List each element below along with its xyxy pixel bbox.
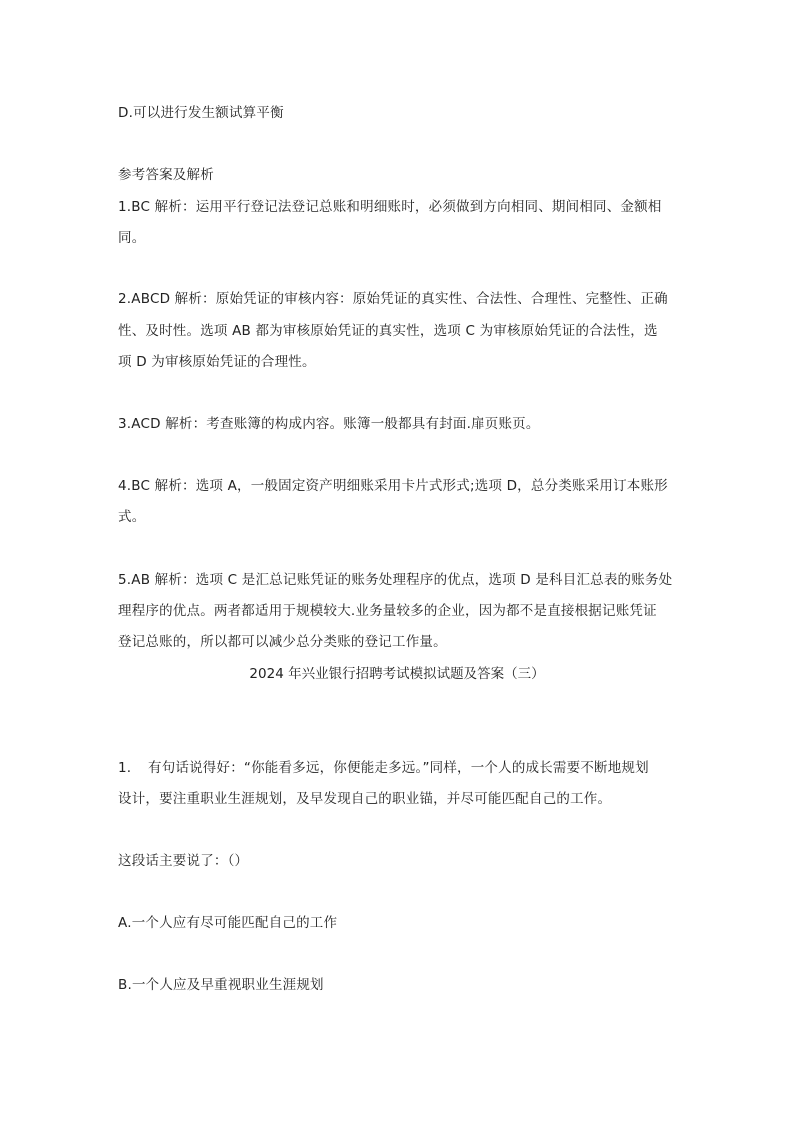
answer-5-line-3: 登记总账的，所以都可以减少总分类账的登记工作量。: [118, 634, 447, 650]
question-1-line-2: 设计，要注重职业生涯规划，及早发现自己的职业锚，并尽可能匹配自己的工作。: [118, 791, 612, 807]
question-1-prompt: 这段话主要说了：（）: [118, 853, 249, 869]
answer-4-line-1: 4.BC 解析：选项 A，一般固定资产明细账采用卡片式形式;选项 D，总分类账采用订本账形: [118, 478, 668, 494]
question-1-number: 1.: [118, 760, 132, 776]
answers-heading: 参考答案及解析: [118, 167, 214, 183]
section-title: 2024 年兴业银行招聘考试模拟试题及答案（三）: [249, 666, 545, 682]
question-1-option-a: A.一个人应有尽可能匹配自己的工作: [118, 915, 338, 931]
option-d-text: D.可以进行发生额试算平衡: [118, 105, 284, 121]
answer-3-line-1: 3.ACD 解析：考查账簿的构成内容。账簿一般都具有封面.扉页账页。: [118, 416, 540, 432]
question-1-option-b: B.一个人应及早重视职业生涯规划: [118, 977, 324, 993]
answer-1-line-1: 1.BC 解析：运用平行登记法登记总账和明细账时，必须做到方向相同、期间相同、金额相: [118, 199, 662, 215]
answer-4-line-2: 式。: [118, 509, 146, 525]
question-1-line-1: 有句话说得好：“你能看多远，你便能走多远。”同样，一个人的成长需要不断地规划: [148, 760, 649, 776]
answer-1-line-2: 同。: [118, 230, 146, 246]
answer-2-line-3: 项 D 为审核原始凭证的合理性。: [118, 354, 316, 370]
answer-2-line-1: 2.ABCD 解析：原始凭证的审核内容：原始凭证的真实性、合法性、合理性、完整性、正确: [118, 291, 668, 307]
answer-2-line-2: 性、及时性。选项 AB 都为审核原始凭证的真实性，选项 C 为审核原始凭证的合法性，选: [118, 323, 658, 339]
answer-5-line-2: 理程序的优点。两者都适用于规模较大.业务量较多的企业，因为都不是直接根据记账凭证: [118, 603, 657, 619]
answer-5-line-1: 5.AB 解析：选项 C 是汇总记账凭证的账务处理程序的优点，选项 D 是科目汇总表的账务处: [118, 572, 673, 588]
